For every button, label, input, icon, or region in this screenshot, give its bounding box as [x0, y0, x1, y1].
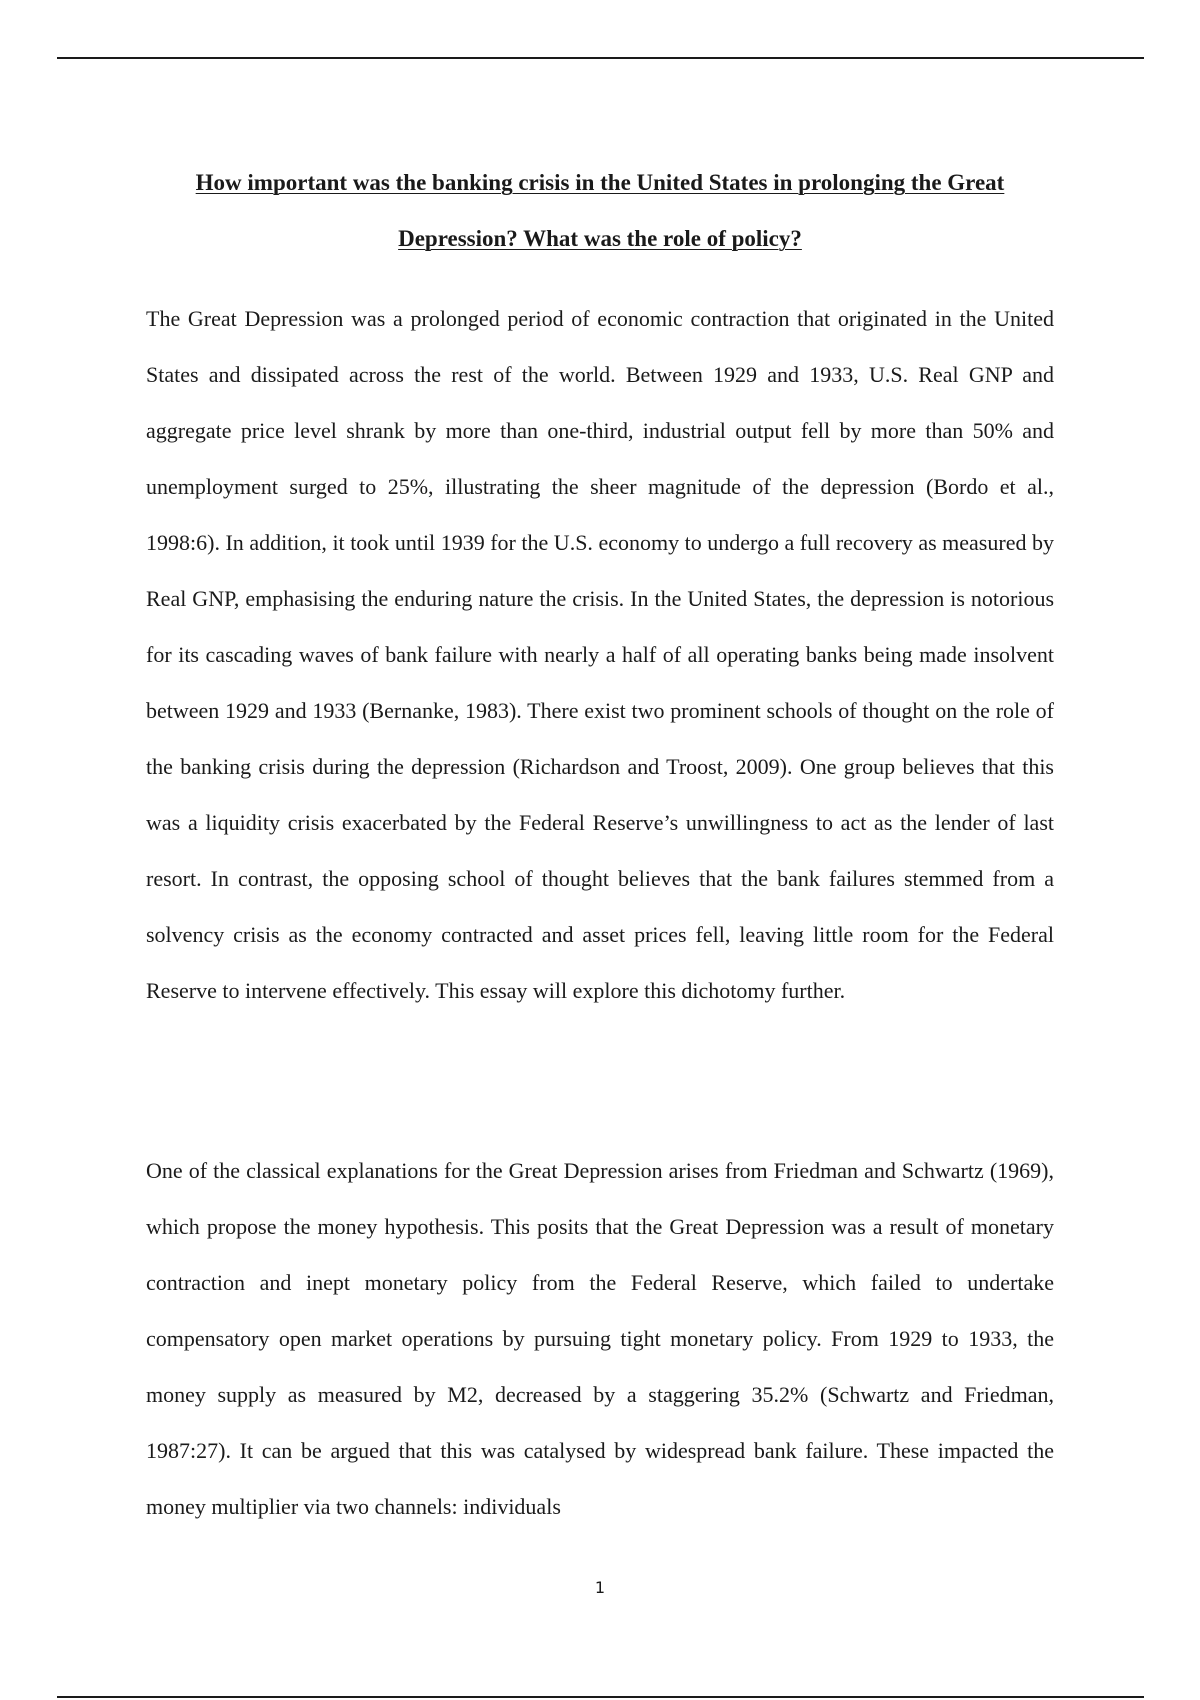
footer-rule [57, 1696, 1144, 1698]
paragraph-introduction: The Great Depression was a prolonged period of economic contraction that originated in the United States and dissipated across the rest of the world. Between 1929 and 1933, U.S. Real GNP and aggregate price level shrank by more than one-third, industrial output fell by more than 50% and unemployment surged to 25%, illustrating the sheer magnitude of the depression (Bordo et al., 1998:6). In addition, it took until 1939 for the U.S. economy to undergo a full recovery as measured by Real GNP, emphasising the enduring nature the crisis. In the United States, the depression is notorious for its cascading waves of bank failure with nearly a half of all operating banks being made insolvent between 1929 and 1933 (Bernanke, 1983). There exist two prominent schools of thought on the role of the banking crisis during the depression (Richardson and Troost, 2009). One group believes that this was a liquidity crisis exacerbated by the Federal Reserve’s unwillingness to act as the lender of last resort. In contrast, the opposing school of thought believes that the bank failures stemmed from a solvency crisis as the economy contracted and asset prices fell, leaving little room for the Federal Reserve to intervene effectively. This essay will explore this dichotomy further. [146, 306, 1054, 1003]
header-rule [57, 57, 1144, 59]
page-number: 1 [594, 1578, 606, 1597]
document-body [146, 155, 1054, 1535]
essay-title: How important was the banking crisis in the United States in prolonging the Great Depression? What was the role of policy? [195, 170, 1005, 251]
paragraph-money-hypothesis: One of the classical explanations for the Great Depression arises from Friedman and Schwartz (1969), which propose the money hypothesis. This posits that the Great Depression was a result of monetary contraction and inept monetary policy from the Federal Reserve, which failed to undertake compensatory open market operations by pursuing tight monetary policy. From 1929 to 1933, the money supply as measured by M2, decreased by a staggering 35.2% (Schwartz and Friedman, 1987:27). It can be argued that this was catalysed by widespread bank failure. These impacted the money multiplier via two channels: individuals [146, 1158, 1054, 1519]
